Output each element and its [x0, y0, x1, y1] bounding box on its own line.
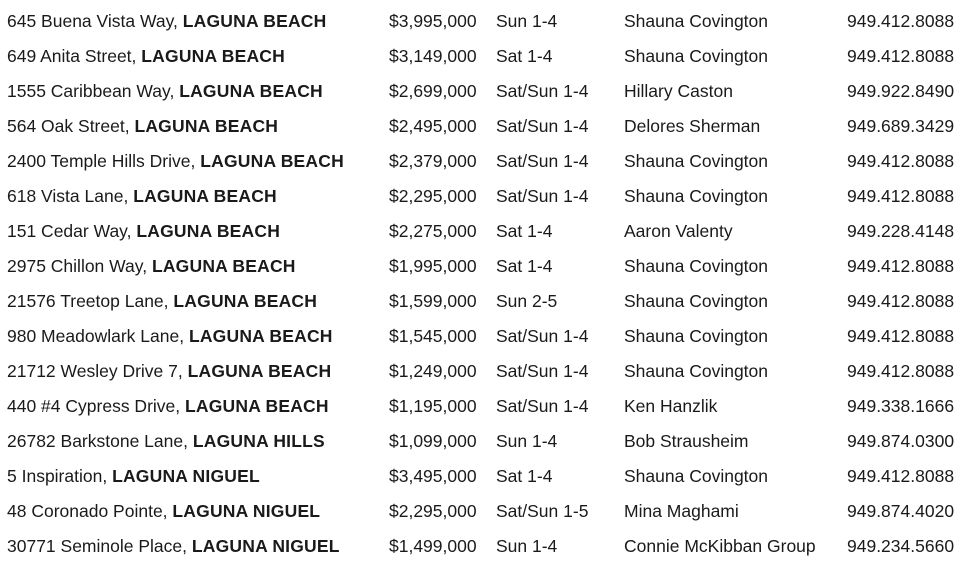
listing-address — [7, 179, 277, 214]
listing-address — [7, 4, 326, 39]
listing-price: $1,099,000 — [389, 431, 477, 451]
agent-name: Shauna Covington — [624, 46, 768, 66]
agent-name: Aaron Valenty — [624, 221, 733, 241]
agent-name: Shauna Covington — [624, 466, 768, 486]
open-house-time: Sat 1-4 — [496, 466, 553, 486]
listing-price: $1,249,000 — [389, 361, 477, 381]
open-house-time: Sat/Sun 1-4 — [496, 151, 589, 171]
listing-row — [0, 319, 972, 354]
agent-name: Shauna Covington — [624, 151, 768, 171]
listing-address — [7, 459, 260, 494]
city-name: LAGUNA HILLS — [192, 431, 325, 451]
agent-phone: 949.412.8088 — [847, 256, 955, 276]
listing-row — [0, 214, 972, 249]
agent-name: Ken Hanzlik — [624, 396, 718, 416]
listing-row — [0, 424, 972, 459]
listing-price: $2,295,000 — [389, 186, 477, 206]
city-name: LAGUNA NIGUEL — [191, 536, 340, 556]
agent-name: Shauna Covington — [624, 326, 768, 346]
street-address: 649 Anita Street, — [7, 46, 137, 66]
open-house-time: Sat 1-4 — [496, 46, 553, 66]
agent-name: Hillary Caston — [624, 81, 733, 101]
listing-price: $2,699,000 — [389, 81, 477, 101]
agent-name: Delores Sherman — [624, 116, 761, 136]
agent-phone: 949.228.4148 — [847, 221, 955, 241]
street-address: 2975 Chillon Way, — [7, 256, 148, 276]
street-address: 980 Meadowlark Lane, — [7, 326, 185, 346]
open-house-time: Sun 2-5 — [496, 291, 558, 311]
listing-row — [0, 4, 972, 39]
agent-phone: 949.412.8088 — [847, 11, 955, 31]
open-house-time: Sat/Sun 1-4 — [496, 81, 589, 101]
street-address: 440 #4 Cypress Drive, — [7, 396, 181, 416]
listing-address — [7, 424, 325, 459]
agent-phone: 949.234.5660 — [847, 536, 955, 556]
listing-row — [0, 459, 972, 494]
open-house-time: Sat/Sun 1-4 — [496, 361, 589, 381]
listing-row — [0, 74, 972, 109]
listing-row — [0, 284, 972, 319]
street-address: 2400 Temple Hills Drive, — [7, 151, 196, 171]
agent-phone: 949.412.8088 — [847, 466, 955, 486]
listing-address — [7, 284, 317, 319]
street-address: 21576 Treetop Lane, — [7, 291, 169, 311]
city-name: LAGUNA NIGUEL — [172, 501, 321, 521]
agent-phone: 949.412.8088 — [847, 151, 955, 171]
agent-name: Shauna Covington — [624, 186, 768, 206]
agent-name: Connie McKibban Group — [624, 536, 816, 556]
open-house-time: Sat/Sun 1-4 — [496, 396, 589, 416]
listing-address — [7, 319, 333, 354]
open-house-time: Sat/Sun 1-4 — [496, 116, 589, 136]
agent-name: Shauna Covington — [624, 11, 768, 31]
agent-phone: 949.412.8088 — [847, 46, 955, 66]
listing-price: $1,195,000 — [389, 396, 477, 416]
listing-price: $2,275,000 — [389, 221, 477, 241]
listing-price: $3,495,000 — [389, 466, 477, 486]
city-name: LAGUNA BEACH — [141, 46, 285, 66]
listing-address — [7, 529, 340, 564]
listing-row — [0, 249, 972, 284]
listing-row — [0, 494, 972, 529]
agent-phone: 949.412.8088 — [847, 291, 955, 311]
street-address: 645 Buena Vista Way, — [7, 11, 178, 31]
agent-phone: 949.922.8490 — [847, 81, 955, 101]
agent-phone: 949.338.1666 — [847, 396, 955, 416]
listing-price: $3,149,000 — [389, 46, 477, 66]
city-name: LAGUNA BEACH — [134, 116, 279, 136]
city-name: LAGUNA BEACH — [188, 326, 333, 346]
listing-row — [0, 39, 972, 74]
open-house-time: Sat 1-4 — [496, 256, 553, 276]
city-name: LAGUNA BEACH — [136, 221, 281, 241]
city-name: LAGUNA NIGUEL — [112, 466, 260, 486]
street-address: 30771 Seminole Place, — [7, 536, 187, 556]
street-address: 564 Oak Street, — [7, 116, 130, 136]
agent-phone: 949.689.3429 — [847, 116, 955, 136]
agent-name: Shauna Covington — [624, 361, 768, 381]
agent-phone: 949.874.0300 — [847, 431, 955, 451]
listing-price: $1,545,000 — [389, 326, 477, 346]
agent-name: Shauna Covington — [624, 291, 768, 311]
listing-address — [7, 74, 323, 109]
agent-phone: 949.412.8088 — [847, 361, 955, 381]
listing-row — [0, 109, 972, 144]
listing-address — [7, 494, 320, 529]
street-address: 48 Coronado Pointe, — [7, 501, 168, 521]
open-house-time: Sun 1-4 — [496, 431, 558, 451]
street-address: 21712 Wesley Drive 7, — [7, 361, 183, 381]
city-name: LAGUNA BEACH — [187, 361, 332, 381]
city-name: LAGUNA BEACH — [185, 396, 329, 416]
open-house-time: Sun 1-4 — [496, 11, 558, 31]
listing-address — [7, 214, 280, 249]
agent-name: Mina Maghami — [624, 501, 739, 521]
street-address: 1555 Caribbean Way, — [7, 81, 175, 101]
listing-address — [7, 389, 329, 424]
listing-address — [7, 39, 285, 74]
listing-row — [0, 144, 972, 179]
city-name: LAGUNA BEACH — [179, 81, 323, 101]
listing-price: $1,599,000 — [389, 291, 477, 311]
listing-price: $1,995,000 — [389, 256, 477, 276]
agent-name: Shauna Covington — [624, 256, 768, 276]
listing-price: $3,995,000 — [389, 11, 477, 31]
listing-row — [0, 529, 972, 564]
listing-price: $2,379,000 — [389, 151, 477, 171]
street-address: 618 Vista Lane, — [7, 186, 129, 206]
open-house-time: Sat/Sun 1-5 — [496, 501, 589, 521]
agent-phone: 949.412.8088 — [847, 186, 955, 206]
listing-address — [7, 249, 296, 284]
street-address: 26782 Barkstone Lane, — [7, 431, 188, 451]
listing-address — [7, 354, 331, 389]
listing-price: $1,499,000 — [389, 536, 477, 556]
listing-row — [0, 389, 972, 424]
listing-address — [7, 109, 278, 144]
listing-row — [0, 354, 972, 389]
street-address: 5 Inspiration, — [7, 466, 108, 486]
listing-row — [0, 179, 972, 214]
open-house-time: Sun 1-4 — [496, 536, 558, 556]
city-name: LAGUNA BEACH — [182, 11, 327, 31]
agent-phone: 949.874.4020 — [847, 501, 955, 521]
open-house-time: Sat/Sun 1-4 — [496, 186, 589, 206]
agent-phone: 949.412.8088 — [847, 326, 955, 346]
listing-price: $2,295,000 — [389, 501, 477, 521]
listing-address — [7, 144, 344, 179]
city-name: LAGUNA BEACH — [151, 256, 296, 276]
agent-name: Bob Strausheim — [624, 431, 749, 451]
open-house-time: Sat/Sun 1-4 — [496, 326, 589, 346]
city-name: LAGUNA BEACH — [200, 151, 344, 171]
city-name: LAGUNA BEACH — [133, 186, 277, 206]
listing-price: $2,495,000 — [389, 116, 477, 136]
street-address: 151 Cedar Way, — [7, 221, 132, 241]
open-house-time: Sat 1-4 — [496, 221, 553, 241]
city-name: LAGUNA BEACH — [173, 291, 318, 311]
